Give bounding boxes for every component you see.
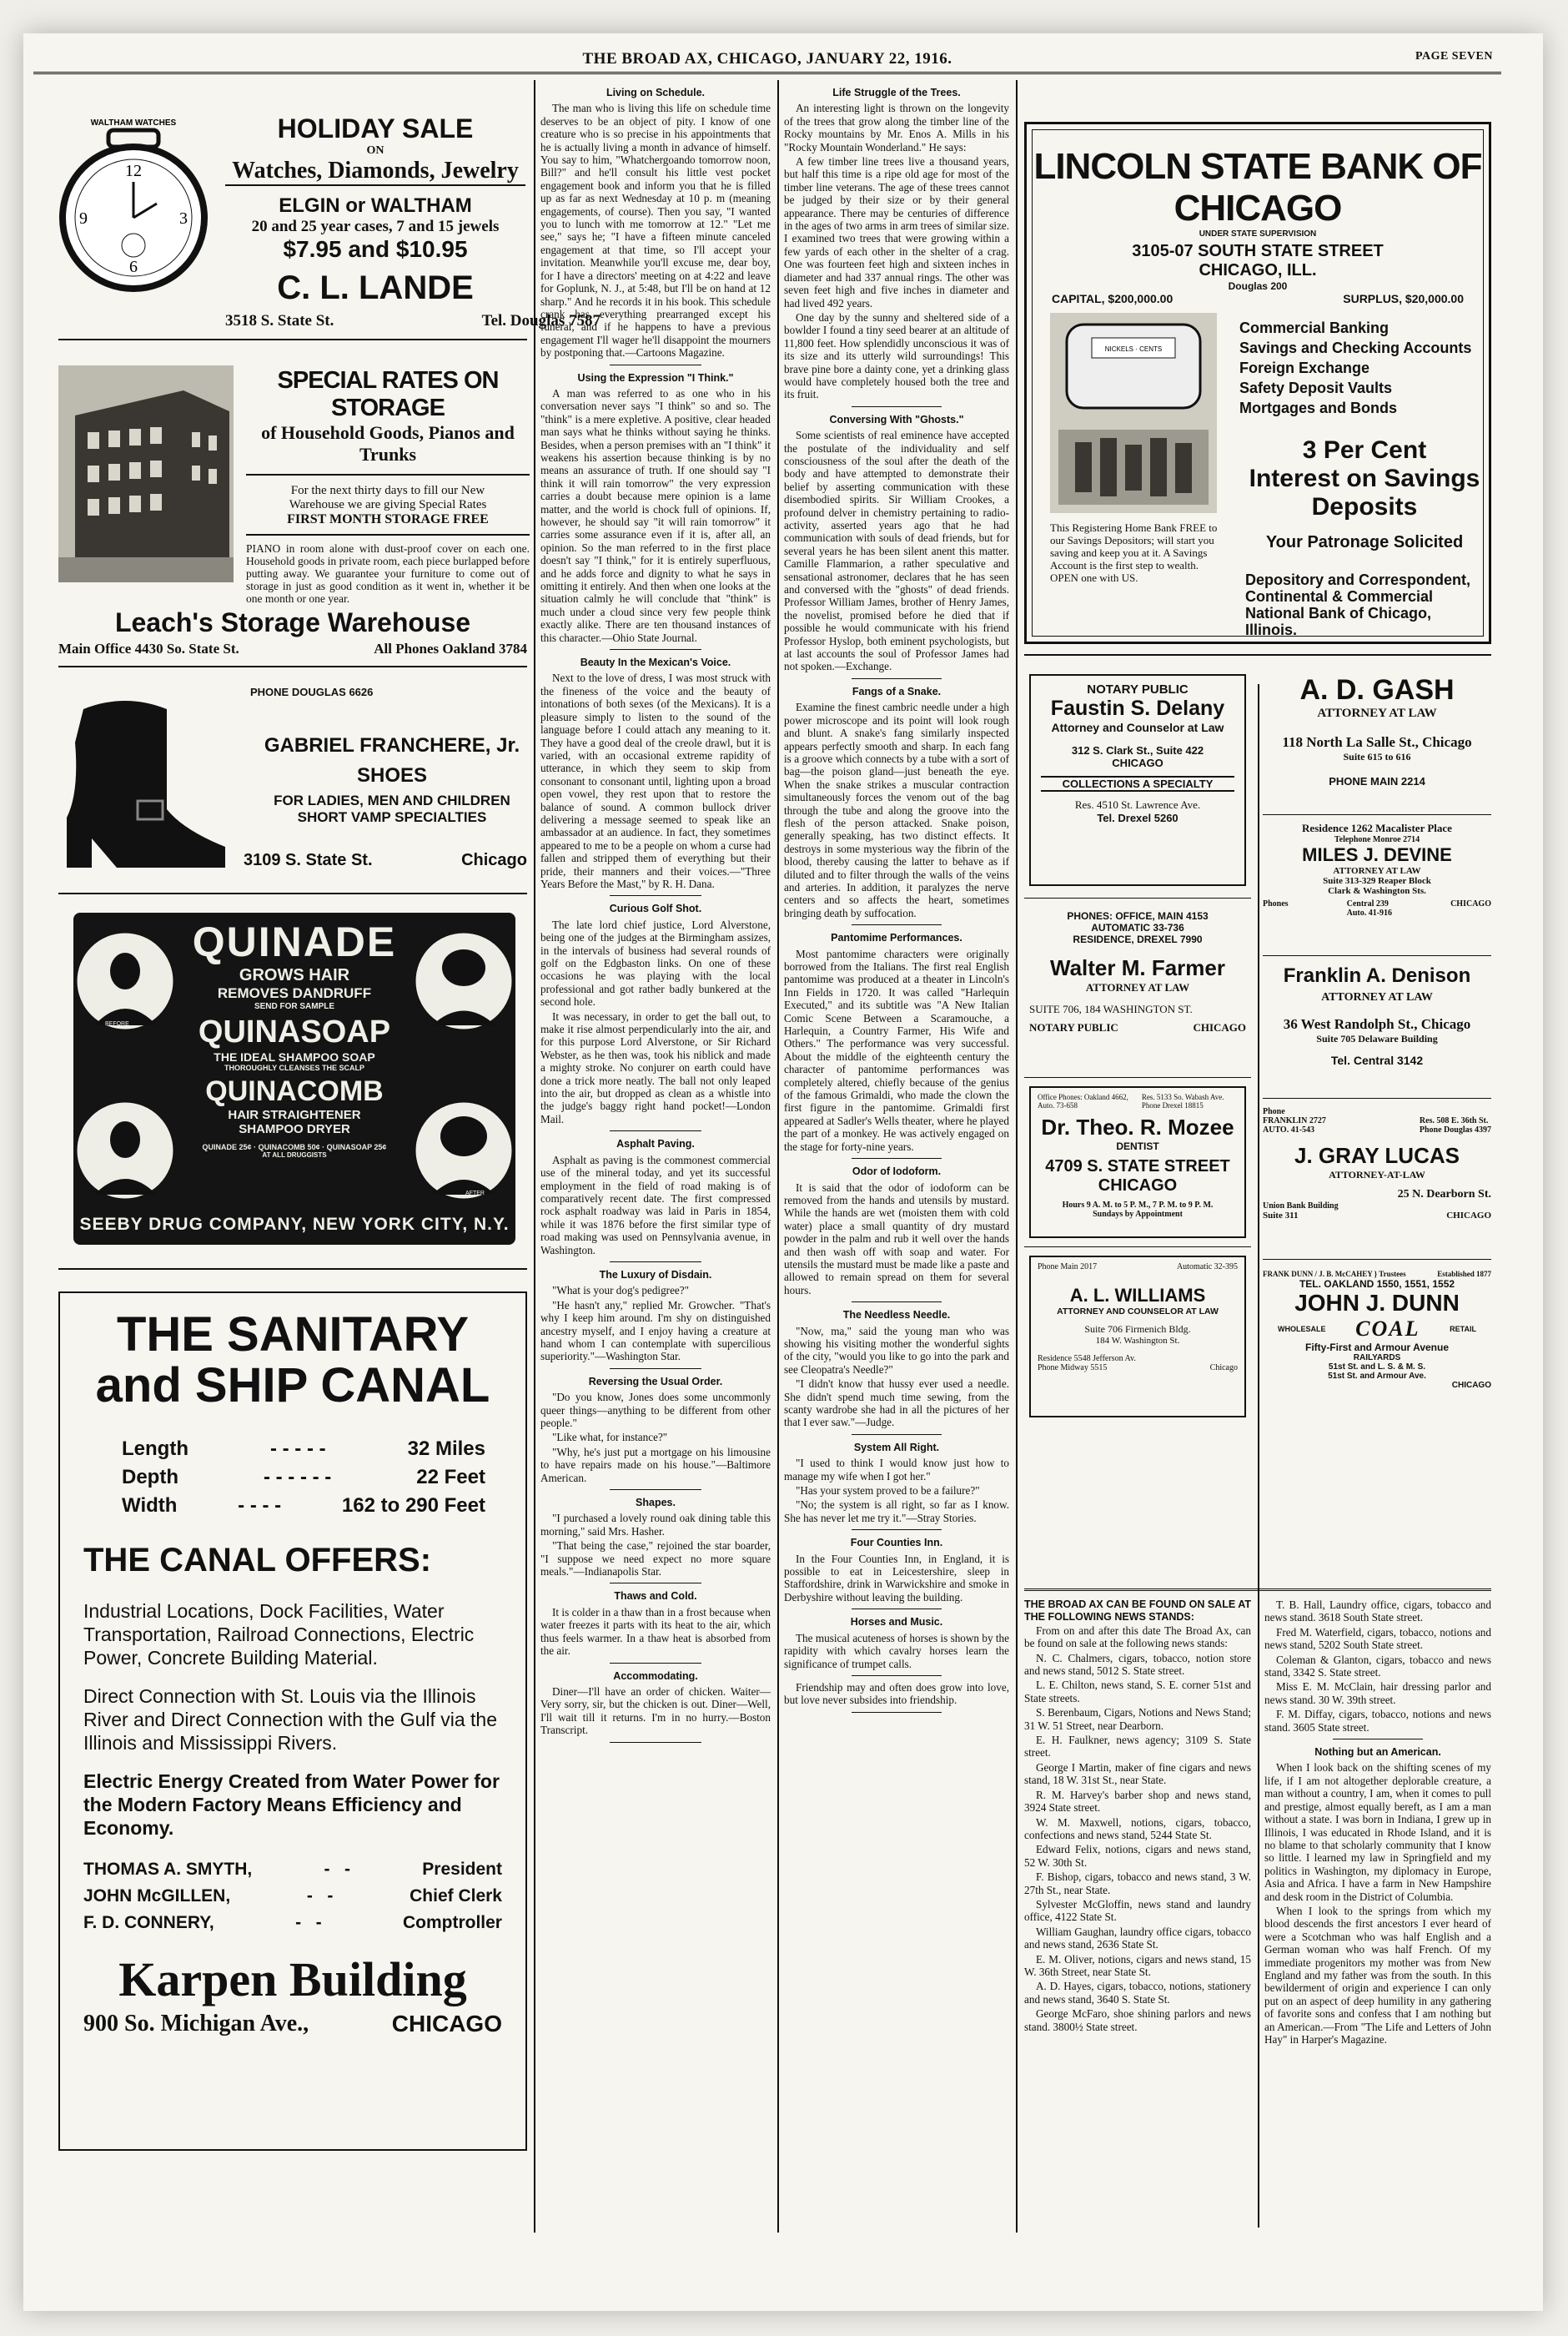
lande-address: 3518 S. State St. bbox=[225, 312, 334, 330]
leach-line1: For the next thirty days to fill our New bbox=[290, 484, 485, 497]
devine-name: MILES J. DEVINE bbox=[1302, 844, 1452, 865]
franchere-city: Chicago bbox=[461, 851, 527, 869]
article-heading: Beauty In the Mexican's Voice. bbox=[580, 657, 731, 669]
article-heading: System All Right. bbox=[853, 1441, 940, 1453]
mozee-addr: 4709 S. STATE STREET bbox=[1045, 1157, 1230, 1176]
canal-stat: Width - - - - 162 to 290 Feet bbox=[122, 1494, 485, 1517]
bank-service: Foreign Exchange bbox=[1239, 360, 1370, 376]
bank-interest1: 3 Per Cent bbox=[1302, 436, 1427, 464]
farmer-card bbox=[1029, 910, 1246, 1069]
canal-stat: Length - - - - - 32 Miles bbox=[122, 1437, 485, 1460]
lucas-city: CHICAGO bbox=[1446, 1211, 1491, 1221]
article-paragraph: The musical acuteness of horses is shown by the rapidity with which cavalry horses learn the significance of trumpet calls. bbox=[784, 1631, 1009, 1670]
article-paragraph: One day by the sunny and sheltered side of a bowlder I found a tiny seed bearer at an altitude of 11,800 feet. How splendidly unconscious it was of its size and its utterly wild surroundings! This brave pine bore a dainty cone, yet a drinking glass would have completely housed both the tree and its fruit. bbox=[784, 310, 1009, 401]
newsstand-item: L. E. Chilton, news stand, S. E. corner 51st and State streets. bbox=[1024, 1679, 1251, 1704]
williams-auto: Automatic 32-395 bbox=[1176, 1262, 1238, 1271]
dunn-city: CHICAGO bbox=[1451, 1381, 1491, 1390]
franchere-phone: PHONE DOUGLAS 6626 bbox=[250, 686, 374, 698]
newsstand-item: T. B. Hall, Laundry office, cigars, tobacco and news stand. 3618 South State street. bbox=[1264, 1598, 1491, 1624]
lande-name: C. L. LANDE bbox=[277, 269, 474, 306]
lincoln-bank-ad bbox=[1024, 122, 1491, 644]
dunn-name: JOHN J. DUNN bbox=[1294, 1290, 1460, 1316]
williams-res: Residence 5548 Jefferson Av. bbox=[1038, 1354, 1136, 1363]
devine-tel: Telephone Monroe 2714 bbox=[1334, 835, 1420, 844]
williams-suite: Suite 706 Firmenich Bldg. bbox=[1084, 1323, 1191, 1335]
bank-interest2: Interest on Savings bbox=[1249, 465, 1480, 492]
farmer-name: Walter M. Farmer bbox=[1050, 955, 1225, 980]
article-heading: Accommodating. bbox=[613, 1669, 698, 1682]
canal-title1: THE SANITARY bbox=[116, 1307, 470, 1362]
devine-central: Central 239 bbox=[1346, 899, 1389, 909]
devine-phones: Phones bbox=[1263, 899, 1289, 909]
leach-line3: FIRST MONTH STORAGE FREE bbox=[287, 512, 489, 526]
lucas-phone: Phone bbox=[1263, 1107, 1285, 1116]
canal-p3: Electric Energy Created from Water Power for the Modern Factory Means Efficiency and Economy. bbox=[83, 1770, 500, 1839]
devine-card bbox=[1263, 822, 1491, 947]
franchere-for: FOR LADIES, MEN AND CHILDREN bbox=[274, 793, 510, 808]
dunn-yard1: 51st St. and L. S. & M. S. bbox=[1328, 1362, 1426, 1372]
lucas-auto: AUTO. 41-543 bbox=[1263, 1125, 1315, 1135]
quinade-druggists: AT ALL DRUGGISTS bbox=[262, 1151, 327, 1159]
article-paragraph: "Has your system proved to be a failure?" bbox=[796, 1484, 980, 1498]
quinade-company: SEEBY DRUG COMPANY, NEW YORK CITY, N.Y. bbox=[79, 1215, 510, 1234]
column-rule bbox=[1016, 80, 1018, 2233]
article-heading: The Needless Needle. bbox=[842, 1309, 951, 1322]
article-paragraph: It is said that the odor of iodoform can be removed from the hands and utensils by mustard. While the hands are wet (moisten them with cold water) place a small quantity of dry mustard powder in the palm and rub it well over the hands and then wash off with soap and water. For utensils the mustard must be made like a paste and allowed to remain spread on them for several hours. bbox=[784, 1181, 1009, 1296]
dunn-tel: TEL. OAKLAND 1550, 1551, 1552 bbox=[1299, 1278, 1455, 1290]
lande-cases: 20 and 25 year cases, 7 and 15 jewels bbox=[251, 218, 500, 235]
svg-text:6: 6 bbox=[129, 258, 138, 276]
mozee-res: Res. 5133 So. Wabash Ave. Phone Drexel 18815 bbox=[1141, 1093, 1224, 1110]
quinade-l3: SEND FOR SAMPLE bbox=[254, 1002, 335, 1011]
lucas-card bbox=[1263, 1107, 1491, 1249]
quinacomb-desc2: SHAMPOO DRYER bbox=[239, 1122, 350, 1136]
newsstand-item: A. D. Hayes, cigars, tobacco, notions, stationery and news stand, 3640 S. State St. bbox=[1024, 1980, 1251, 2006]
article-heading: Fangs of a Snake. bbox=[852, 685, 942, 697]
article-paragraph: "Like what, for instance?" bbox=[552, 1431, 668, 1444]
newsstand-item: Miss E. M. McClain, hair dressing parlor and news stand. 30 W. 39th street. bbox=[1264, 1680, 1491, 1706]
lucas-resphone: Phone Douglas 4397 bbox=[1419, 1125, 1491, 1135]
article-heading: Using the Expression "I Think." bbox=[577, 371, 734, 384]
newsstand-item: Sylvester McGloffin, news stand and laundry office, 4122 State St. bbox=[1024, 1897, 1251, 1924]
cards-right bbox=[1263, 674, 1491, 1403]
article-heading: Shapes. bbox=[636, 1497, 676, 1509]
lucas-franklin: FRANKLIN 2727 bbox=[1263, 1116, 1326, 1125]
delany-title: Attorney and Counselor at Law bbox=[1051, 721, 1224, 734]
article-paragraph: When I look back on the shifting scenes of my life, if I am not altogether deplorable creature, a man without a country, I am, when it comes to pull and prestige, almost equally bereft, as I am a man without a state. I was born in Indiana, I grew up in Illinois, I was educated in Rhode Island, and it is no blame to that scholarly community that I know so little. I learned my law in Springfield and my politics in Washington, my diplomacy in Europe, Asia and Africa. I have a farm in New Hampshire and desk room in the District of Columbia. bbox=[1264, 1761, 1491, 1903]
devine-suite: Suite 313-329 Reaper Block bbox=[1323, 876, 1431, 886]
quinade-l2: REMOVES DANDRUFF bbox=[217, 985, 372, 1001]
delany-res: Res. 4510 St. Lawrence Ave. bbox=[1074, 798, 1201, 811]
williams-city: Chicago bbox=[1209, 1363, 1238, 1372]
quinasoap-desc: THE IDEAL SHAMPOO SOAP bbox=[214, 1050, 375, 1064]
newsstand-item: S. Berenbaum, Cigars, Notions and News Stand; 31 W. 51 Street, near Dearborn. bbox=[1024, 1706, 1251, 1732]
shoe-icon bbox=[58, 692, 234, 876]
delany-tel: Tel. Drexel 5260 bbox=[1097, 812, 1179, 824]
article-paragraph: An interesting light is thrown on the longevity of the trees that grow along the timber line of the Rocky mountains by Mr. Enos A. Mills in his "Rocky Mountain Wonderland." He says: bbox=[784, 102, 1009, 154]
svg-text:3: 3 bbox=[179, 209, 188, 228]
articles-column-2 bbox=[540, 80, 771, 2233]
article-paragraph: "I purchased a lovely round oak dining table this morning," said Mrs. Hasher. bbox=[540, 1512, 771, 1538]
newsstands-column-2 bbox=[1264, 1598, 1491, 2047]
mozee-hours: Hours 9 A. M. to 5 P. M., 7 P. M. to 9 P. M. bbox=[1062, 1201, 1214, 1210]
denison-card bbox=[1263, 964, 1491, 1090]
farmer-notary: NOTARY PUBLIC bbox=[1029, 1021, 1118, 1034]
article-heading: Life Struggle of the Trees. bbox=[832, 87, 961, 98]
mozee-sun: Sundays by Appointment bbox=[1093, 1210, 1183, 1219]
article-paragraph: "Do you know, Jones does some uncommonly queer things—anything to be different from other people." bbox=[540, 1391, 771, 1429]
delany-card bbox=[1029, 674, 1246, 886]
canal-officer: JOHN McGILLEN, - - Chief Clerk bbox=[83, 1886, 502, 1906]
dunn-yard2: 51st St. and Armour Ave. bbox=[1328, 1372, 1426, 1381]
article-paragraph: Next to the love of dress, I was most struck with the fineness of the voice and the beauty of intonations of both sexes (of the Mexicans). It is a pleasure simply to listen to the sound of the language before I could attach any meaning to it. They have a good deal of the creole drawl, but it is varied, with an occasional extreme rapidity of utterance, in which they seem to skip from consonant to consonant until, lighting upon a broad open vowel, they rest upon that to restore the balance of sound. A common bullock driver delivering a message seemed to speak like an ambassador at an audience. In fact, they sometimes appeared to me to be a people on whom a curse had fallen and stripped them of everything but their pride, their manners and their voices.—"Three Years Before the Mast," by R. H. Dana. bbox=[540, 672, 771, 890]
newsstand-item: William Gaughan, laundry office cigars, tobacco and news stand, 2636 State St. bbox=[1024, 1925, 1251, 1951]
article-heading: Curious Golf Shot. bbox=[609, 903, 702, 915]
denison-suite: Suite 705 Delaware Building bbox=[1316, 1033, 1438, 1045]
williams-name: A. L. WILLIAMS bbox=[1069, 1285, 1206, 1306]
lande-jewelry-ad bbox=[58, 80, 601, 330]
leach-line2: Warehouse we are giving Special Rates bbox=[289, 498, 487, 511]
column-rule bbox=[777, 80, 779, 2233]
canal-building: Karpen Building bbox=[118, 1952, 467, 2006]
canal-city: CHICAGO bbox=[391, 2011, 502, 2036]
lande-items: Watches, Diamonds, Jewelry bbox=[225, 158, 525, 186]
svg-text:12: 12 bbox=[125, 162, 142, 180]
home-bank-icon bbox=[1050, 313, 1217, 513]
devine-corner: Clark & Washington Sts. bbox=[1328, 886, 1426, 896]
dunn-coal: COAL bbox=[1355, 1317, 1420, 1341]
gash-addr: 118 North La Salle St., Chicago bbox=[1282, 734, 1472, 750]
leach-body: PIANO in room alone with dust-proof cover on each one. Household goods in private room, each piece burlapped before putting away. We guarantee your furniture to come out of storage in just as good condition as it went in, whether it be one month or one year. bbox=[246, 542, 530, 605]
newsstand-item: R. M. Harvey's barber shop and news stand, 3924 State street. bbox=[1024, 1788, 1251, 1815]
leach-name: Leach's Storage Warehouse bbox=[114, 607, 471, 637]
newsstand-item: George McFaro, shoe shining parlors and news stand. 3800½ State street. bbox=[1024, 2007, 1251, 2033]
article-paragraph: "What is your dog's pedigree?" bbox=[552, 1284, 690, 1297]
canal-officers bbox=[83, 1856, 502, 1936]
page-number: PAGE SEVEN bbox=[1415, 50, 1493, 63]
lande-title: HOLIDAY SALE bbox=[277, 113, 474, 143]
quinasoap-desc2: THOROUGHLY CLEANSES THE SCALP bbox=[224, 1064, 365, 1072]
article-paragraph: Asphalt as paving is the commonest commercial use of the mineral today, and yet its successful employment in the field of road making is of comparatively recent date. The first compressed rock asphalt roadway was laid in Paris in 1854, while it was 1876 before the first similar type of road making was used on Pennsylvania avenue, in Washington. bbox=[540, 1153, 771, 1256]
farmer-city: CHICAGO bbox=[1193, 1021, 1246, 1034]
delany-city: CHICAGO bbox=[1112, 757, 1163, 769]
article-paragraph: "He hasn't any," replied Mr. Growcher. "That's why I keep him around. I'm shy on distinguished ancestry myself, and I enjoy having a creature at hand whom I can contemplate with supercilious superiority."—Washington Star. bbox=[540, 1298, 771, 1363]
bank-service: Safety Deposit Vaults bbox=[1239, 380, 1393, 396]
lucas-suite: Suite 311 bbox=[1263, 1211, 1299, 1221]
mozee-office: Office Phones: Oakland 4662, Auto. 73-658 bbox=[1038, 1093, 1128, 1110]
quinade-l1: GROWS HAIR bbox=[239, 966, 350, 984]
home-bank-image bbox=[1050, 313, 1217, 513]
dunn-avenue: Fifty-First and Armour Avenue bbox=[1304, 1342, 1449, 1353]
lucas-addr: 25 N. Dearborn St. bbox=[1397, 1188, 1491, 1201]
articles-column-3 bbox=[784, 80, 1009, 2233]
newsstand-item: Fred M. Waterfield, cigars, tobacco, notions and news stand, 5202 South State street. bbox=[1264, 1625, 1491, 1652]
dunn-est: Established 1877 bbox=[1437, 1270, 1491, 1278]
devine-auto: Auto. 41-916 bbox=[1346, 909, 1393, 918]
devine-res: Residence 1262 Macalister Place bbox=[1302, 822, 1452, 834]
quinade-panel bbox=[73, 913, 515, 1245]
quinacomb-title: QUINACOMB bbox=[205, 1075, 384, 1107]
article-heading: Reversing the Usual Order. bbox=[588, 1375, 723, 1387]
denison-name: Franklin A. Denison bbox=[1283, 964, 1471, 987]
bank-supervision: UNDER STATE SUPERVISION bbox=[1199, 229, 1317, 239]
bank-name: LINCOLN STATE BANK OF CHICAGO bbox=[1033, 146, 1482, 229]
ads-column-right bbox=[1024, 80, 1491, 2249]
article-heading: Pantomime Performances. bbox=[831, 932, 962, 944]
quinade-prices: QUINADE 25¢ · QUINACOMB 50¢ · QUINASOAP 25¢ bbox=[202, 1143, 387, 1151]
leach-subtitle: of Household Goods, Pianos and Trunks bbox=[261, 422, 515, 465]
franchere-address: 3109 S. State St. bbox=[244, 851, 373, 869]
bank-city: CHICAGO, ILL. bbox=[1199, 261, 1317, 279]
quinade-title: QUINADE bbox=[192, 919, 397, 965]
newsstand-item: Edward Felix, notions, cigars and news stand, 52 W. 30th St. bbox=[1024, 1843, 1251, 1869]
mozee-title: DENTIST bbox=[1116, 1140, 1159, 1152]
lande-on: ON bbox=[366, 144, 384, 157]
bank-service: Commercial Banking bbox=[1239, 320, 1390, 336]
lande-phone: Tel. Douglas 7587 bbox=[481, 312, 601, 330]
article-paragraph: Examine the finest cambric needle under a high power microscope and its point will look rough and blunt. A snake's fang similarly inspected appears perfectly smooth and sharp. In each fang is a groove which connects by a tube with a sort of bag—the poison gland—just beneath the eye. When the snake strikes a muscular contraction simultaneously forces the venom out of the bag through the tube and along the groove into the flesh of the person attacked. Snake poison, generally speaking, has two distinct effects. It destroys in some mysterious way the fibrin of the blood, thereby causing the latter to behave as if diluted and to filter through the walls of the veins and arteries. In addition, it paralyzes the nerve centers and so affects the heart, sometimes bringing death by suffocation. bbox=[784, 701, 1009, 919]
warehouse-image bbox=[58, 365, 234, 582]
article-paragraph: Diner—I'll have an order of chicken. Waiter—Very sorry, sir, but the chicken is out. Diner—Well, I'll wait till it returns. I'm in no hurry.—Boston Transcript. bbox=[540, 1684, 771, 1737]
franchere-spec: SHORT VAMP SPECIALTIES bbox=[297, 809, 487, 825]
quinade-after: AFTER bbox=[465, 1191, 485, 1196]
bank-capital: CAPITAL, $200,000.00 bbox=[1052, 292, 1173, 305]
franchere-name: GABRIEL FRANCHERE, Jr. bbox=[264, 734, 520, 757]
leach-storage-ad bbox=[58, 349, 530, 657]
farmer-auto: AUTOMATIC 33-736 bbox=[1091, 922, 1184, 934]
denison-tel: Tel. Central 3142 bbox=[1330, 1054, 1424, 1067]
delany-notary: NOTARY PUBLIC bbox=[1087, 682, 1189, 697]
canal-officer: THOMAS A. SMYTH, - - President bbox=[83, 1860, 502, 1879]
bank-phone: Douglas 200 bbox=[1228, 280, 1288, 292]
article-heading: Four Counties Inn. bbox=[850, 1537, 943, 1549]
article-paragraph: A man was referred to as one who in his conversation never says "I think" so and so. The "think" is a mere expletive. A positive, clear headed man says what he thinks without saying he thinks. Besides, when a person premises with an "I think" it weakens his assertion because thinking is by no means an assurance of truth. If one should say "I think it will rain tomorrow" the very expression carries a doubt because mere opinion is a lame matter, and the world is chock full of opinions. If, however, he should say "it will rain tomorrow" it carries some assurance even if it is, after all, an opinion. So the man referred to in the first place doesn't say "I think," for it is entirely superfluous, and he adds force and dignity to what he says in omitting it entirely. And then when one looks at the situation calmly he will conclude that "think" is much under a cloud since very few people think exactly alike. There are ten thousand instances of this character.—Ohio State Journal. bbox=[540, 386, 771, 644]
lucas-name: J. GRAY LUCAS bbox=[1294, 1143, 1460, 1168]
gash-phone: PHONE MAIN 2214 bbox=[1329, 775, 1425, 788]
farmer-phones: PHONES: OFFICE, MAIN 4153 bbox=[1067, 910, 1209, 922]
dunn-wholesale: WHOLESALE bbox=[1278, 1325, 1326, 1333]
bank-homebank-text: This Registering Home Bank FREE to our Savings Depositors; will start you saving and keep you at it. A Savings Account is the first step to wealth. OPEN one with US. bbox=[1050, 521, 1218, 584]
leach-title: SPECIAL RATES ON STORAGE bbox=[277, 367, 499, 421]
article-heading: Thaws and Cold. bbox=[614, 1590, 697, 1603]
ads-column bbox=[58, 80, 601, 2233]
column-rule bbox=[534, 80, 535, 2233]
article-paragraph: Most pantomime characters were originally borrowed from the Italians. The first real English pantomime was produced at a theater in Lincoln's Inn Fields in 1720. It was called "Harlequin Executed," and its subtitle was "A New Italian Comic Scene Between a Scaramouche, a Harlequin, a Country Farmer, His Wife and Others." The performance was very successful. About the middle of the eighteenth century the character of pantomime performances was completely altered, chiefly because of the genius of the famous Grimaldi, who made the clown the first figure in the pantomime. Grimaldi first appeared at Sadler's Wells theater, where he played the part of a monkey. He was actively engaged on the stage for forty-nine years. bbox=[784, 947, 1009, 1153]
mozee-name: Dr. Theo. R. Mozee bbox=[1041, 1115, 1234, 1140]
article-paragraph: The late lord chief justice, Lord Alverstone, being one of the judges at the Birmingham assizes, in the intervals of business had several rounds of golf on the Edgbaston links. On one of these occasions he was playing with the local professional and got rather badly bunkered at the second hole. bbox=[540, 918, 771, 1009]
mozee-card bbox=[1029, 1086, 1246, 1238]
denison-addr: 36 West Randolph St., Chicago bbox=[1283, 1016, 1471, 1032]
delany-addr: 312 S. Clark St., Suite 422 bbox=[1071, 744, 1204, 757]
dunn-retail: RETAIL bbox=[1450, 1325, 1476, 1333]
article-paragraph: "Now, ma," said the young man who was showing his visiting mother the wonderful sights of the city, "would you like to go into the park and see Cleopatra's Needle?" bbox=[784, 1324, 1009, 1376]
canal-officer: F. D. CONNERY, - - Comptroller bbox=[83, 1913, 502, 1932]
gash-name: A. D. GASH bbox=[1299, 674, 1455, 706]
lucas-res: Res. 508 E. 36th St. bbox=[1419, 1116, 1489, 1125]
bank-patronage: Your Patronage Solicited bbox=[1265, 533, 1464, 551]
bank-surplus: SURPLUS, $20,000.00 bbox=[1343, 292, 1464, 305]
canal-stat: Depth - - - - - - 22 Feet bbox=[122, 1466, 485, 1488]
canal-title2: and SHIP CANAL bbox=[95, 1358, 490, 1412]
newsstands-head: THE BROAD AX CAN BE FOUND ON SALE AT THE FOLLOWING NEWS STANDS: bbox=[1024, 1598, 1251, 1624]
article-paragraph: When I look to the springs from which my blood descends the first ancestors I ever heard of were a Scotchman who was half English and a German woman who was half French. Of my immediate progenitors my mother was from New England and my father was from the south. In this bewilderment of origin and experience I can only put on an aspect of deep humility in any gathering of favorite sons and confess that I am nothing but an American.—From "The Life and Letters of John Hay" in Harper's Magazine. bbox=[1264, 1904, 1491, 2046]
williams-resphone: Phone Midway 5515 bbox=[1038, 1363, 1108, 1372]
farmer-suite: SUITE 706, 184 WASHINGTON ST. bbox=[1029, 1003, 1193, 1015]
home-bank-labels: NICKELS · CENTS bbox=[1104, 345, 1163, 353]
newsstand-item: E. H. Faulkner, news agency; 3109 S. State street. bbox=[1024, 1734, 1251, 1760]
sanitary-canal-ad bbox=[58, 1291, 527, 2151]
canal-p1: Industrial Locations, Dock Facilities, Water Transportation, Railroad Connections, Electric Power, Concrete Building Material. bbox=[83, 1600, 475, 1669]
denison-title: ATTORNEY AT LAW bbox=[1321, 991, 1433, 1004]
article-paragraph: The man who is living this life on schedule time deserves to be an object of pity. I know of one creature who is so precise in his appointments that he is actually living a month in advance of himself. You say to him, "Whatchergoando tomorrow noon, Bill?" and he'll consult his little vest pocket engagement book and inform you that he is filled up as far as next Wednesday at 10 p. m (meaning engagements, of course). Then you say, "I wanted you to lunch with me tomorrow at 12." "Let me see," says he; "I have a fifteen minute canceled engagement at that time, so I'll accept your invitation. Meanwhile you'll excuse me, dear boy, for I have a directors' meeting on at 4:22 and leave for Goplunk, N. J., at 5:48, but I'll be on hand at 12 sharp." And he records it in his book. This schedule crank has everything prearranged except his funeral, and if he happens to have a previous engagement I'll wager he'll disappoint the mourners by postponing that.—Cartoons Magazine. bbox=[540, 102, 771, 360]
article-heading: The Luxury of Disdain. bbox=[599, 1268, 712, 1281]
article-paragraph: It is colder in a thaw than in a frost because when water freezes it parts with its heat to the air, which thus feels warmer. In a thaw heat is absorbed from the air. bbox=[540, 1605, 771, 1658]
franchere-shoes: SHOES bbox=[356, 764, 428, 787]
article-paragraph: It was necessary, in order to get the ball out, to make it rise almost perpendicularly into the air, and for this purpose Lord Alverstone, or Sir Richard Webster, as he then was, took his niblick and made a mighty stroke. No conjurer on earth could have done a trick more neatly. The ball not only leaped into the air, but dropped as clean as a whistle into the judge's baggy right hand pocket!—London Mail. bbox=[540, 1009, 771, 1125]
article-paragraph: Some scientists of real eminence have accepted the postulate of the individuality and self consciousness of the soul after the death of the body and have attempted to demonstrate their belief by asserting communication with these disembodied spirits. Sir William Crookes, a profound delver in chemistry pertaining to radio-activity, asserted years ago that he had communication with souls of dead friends, but for several years he has been silent anent this matter. Camille Flammarion, a rather speculative and sensational astronomer, declares that he has seen and conversed with the "ghosts" of dead friends. Professor William James, brother of Henry James, the novelist, promised before he died that if possible he would communicate with his friend Professor Hyslop, both eminent psychologists, but at last accounts the soul of Professor James had not spoken.—Exchange. bbox=[784, 429, 1009, 673]
article-heading: Horses and Music. bbox=[850, 1616, 943, 1629]
quinasoap-title: QUINASOAP bbox=[198, 1014, 391, 1050]
newsstands-column bbox=[1024, 1598, 1251, 2035]
gash-suite: Suite 615 to 616 bbox=[1343, 751, 1411, 763]
canal-stats bbox=[122, 1435, 485, 1520]
watch-brand: WALTHAM WATCHES bbox=[90, 118, 177, 128]
leach-phones: All Phones Oakland 3784 bbox=[374, 641, 527, 657]
devine-city: CHICAGO bbox=[1450, 899, 1491, 909]
franchere-shoes-ad bbox=[58, 676, 527, 884]
quinacomb-desc: HAIR STRAIGHTENER bbox=[228, 1108, 361, 1122]
newsstand-item: N. C. Chalmers, cigars, tobacco, notion store and news stand, 5012 S. State street. bbox=[1024, 1651, 1251, 1678]
svg-text:9: 9 bbox=[79, 209, 88, 228]
leach-office: Main Office 4430 So. State St. bbox=[58, 641, 239, 657]
lande-prices: $7.95 and $10.95 bbox=[283, 236, 468, 262]
newsstand-item: F. Bishop, cigars, tobacco and news stand, 3 W. 27th St., near State. bbox=[1024, 1870, 1251, 1896]
williams-title: ATTORNEY AND COUNSELOR AT LAW bbox=[1057, 1306, 1219, 1317]
quinade-before: BEFORE bbox=[105, 1021, 129, 1027]
pocket-watch-icon bbox=[58, 113, 209, 305]
article-paragraph: "Why, he's just put a mortgage on his limousine to have repairs made on his house."—Baltimore American. bbox=[540, 1445, 771, 1484]
williams-addr: 184 W. Washington St. bbox=[1095, 1336, 1180, 1346]
article-paragraph: "No; the system is all right, so far as I know. She has never let me try it."—Stray Stories. bbox=[784, 1498, 1009, 1524]
lucas-title: ATTORNEY-AT-LAW bbox=[1329, 1169, 1425, 1181]
delany-name: Faustin S. Delany bbox=[1050, 697, 1225, 720]
bank-service: Savings and Checking Accounts bbox=[1239, 340, 1472, 356]
newsstand-item: Coleman & Glanton, cigars, tobacco and news stand, 3342 S. State street. bbox=[1264, 1653, 1491, 1679]
article-paragraph: "I used to think I would know just how to manage my wife when I got her." bbox=[784, 1457, 1009, 1483]
cards-left bbox=[1024, 669, 1251, 1422]
bank-depository: Depository and Correspondent, Continental & Commercial National Bank of Chicago, Illinois. bbox=[1245, 571, 1471, 638]
williams-phone: Phone Main 2017 bbox=[1038, 1262, 1098, 1271]
article-paragraph: "I didn't know that hussy ever used a needle. She didn't spend much time sewing, from the scanty wardrobe she had in all the pictures of her that I ever saw."—Judge. bbox=[784, 1377, 1009, 1429]
canal-p2: Direct Connection with St. Louis via the Illinois River and Direct Connection with the Gulf via the Illinois and Mississippi Rivers. bbox=[83, 1685, 498, 1754]
article-heading: Odor of Iodoform. bbox=[852, 1165, 942, 1178]
bank-interest3: Deposits bbox=[1311, 493, 1418, 521]
newsstand-item: F. M. Diffay, cigars, tobacco, notions and news stand. 3605 State street. bbox=[1264, 1708, 1491, 1734]
delany-spec: COLLECTIONS A SPECIALTY bbox=[1041, 776, 1234, 792]
article-heading: Nothing but an American. bbox=[1314, 1746, 1441, 1759]
newsstand-item: George I Martin, maker of fine cigars and news stand, 18 W. 31st St., near State. bbox=[1024, 1760, 1251, 1787]
article-paragraph: "That being the case," rejoined the star boarder, "I suppose we need expect no more square meals."—Indianapolis Star. bbox=[540, 1539, 771, 1578]
quinade-ad bbox=[58, 903, 527, 1253]
dunn-coal-card bbox=[1263, 1270, 1491, 1403]
bank-address: 3105-07 SOUTH STATE STREET bbox=[1132, 242, 1384, 260]
gash-card bbox=[1263, 674, 1491, 808]
masthead bbox=[33, 48, 1501, 74]
mozee-city: CHICAGO bbox=[1098, 1176, 1178, 1195]
lucas-bldg: Union Bank Building bbox=[1263, 1201, 1339, 1211]
article-heading: Asphalt Paving. bbox=[616, 1138, 695, 1150]
devine-title: ATTORNEY AT LAW bbox=[1333, 866, 1421, 876]
canal-address: 900 So. Michigan Ave., bbox=[83, 2011, 309, 2036]
newsstands-intro: From on and after this date The Broad Ax, can be found on sale at the following news stands: bbox=[1024, 1624, 1251, 1650]
article-heading: Conversing With "Ghosts." bbox=[829, 413, 964, 425]
farmer-title: ATTORNEY AT LAW bbox=[1085, 981, 1190, 994]
williams-card bbox=[1029, 1256, 1246, 1417]
article-paragraph: Friendship may and often does grow into love, but love never subsides into friendship. bbox=[784, 1680, 1009, 1707]
article-heading: Living on Schedule. bbox=[606, 87, 706, 98]
lande-makes: ELGIN or WALTHAM bbox=[279, 194, 472, 217]
dunn-trustees: FRANK DUNN / J. B. McCAHEY } Trustees bbox=[1263, 1270, 1406, 1278]
bank-service: Mortgages and Bonds bbox=[1239, 400, 1398, 416]
article-paragraph: A few timber line trees live a thousand years, but half this time is a ripe old age for most of the timber line veterans. The age of these trees cannot be judged by their size or by their general appearance. There may be centuries of difference in the ages of two arms in arm trees of similar size. I examined two trees that were growing within a few yards of each other in the shelter of a crag. One was fourteen feet high and sixteen inches in diameter and had 337 annual rings. The other was seven feet high and five inches in diameter and had lived 492 years. bbox=[784, 155, 1009, 310]
dunn-railyards: RAILYARDS bbox=[1353, 1353, 1401, 1362]
gash-title: ATTORNEY AT LAW bbox=[1317, 707, 1437, 720]
masthead-title: THE BROAD AX, CHICAGO, JANUARY 22, 1916. bbox=[582, 50, 952, 68]
newsstand-item: E. M. Oliver, notions, cigars and news stand, 15 W. 36th Street, near State St. bbox=[1024, 1952, 1251, 1978]
bank-services bbox=[1239, 318, 1490, 418]
newsstand-item: W. M. Maxwell, notions, cigars, tobacco, confections and news stand, 5244 State St. bbox=[1024, 1815, 1251, 1841]
canal-offers: THE CANAL OFFERS: bbox=[83, 1542, 432, 1578]
article-paragraph: In the Four Counties Inn, in England, it is possible to eat in Leicestershire, sleep in Staffordshire, drink in Warwickshire and smoke in Derbyshire without leaving the building. bbox=[784, 1552, 1009, 1603]
farmer-res: RESIDENCE, DREXEL 7990 bbox=[1073, 934, 1203, 945]
